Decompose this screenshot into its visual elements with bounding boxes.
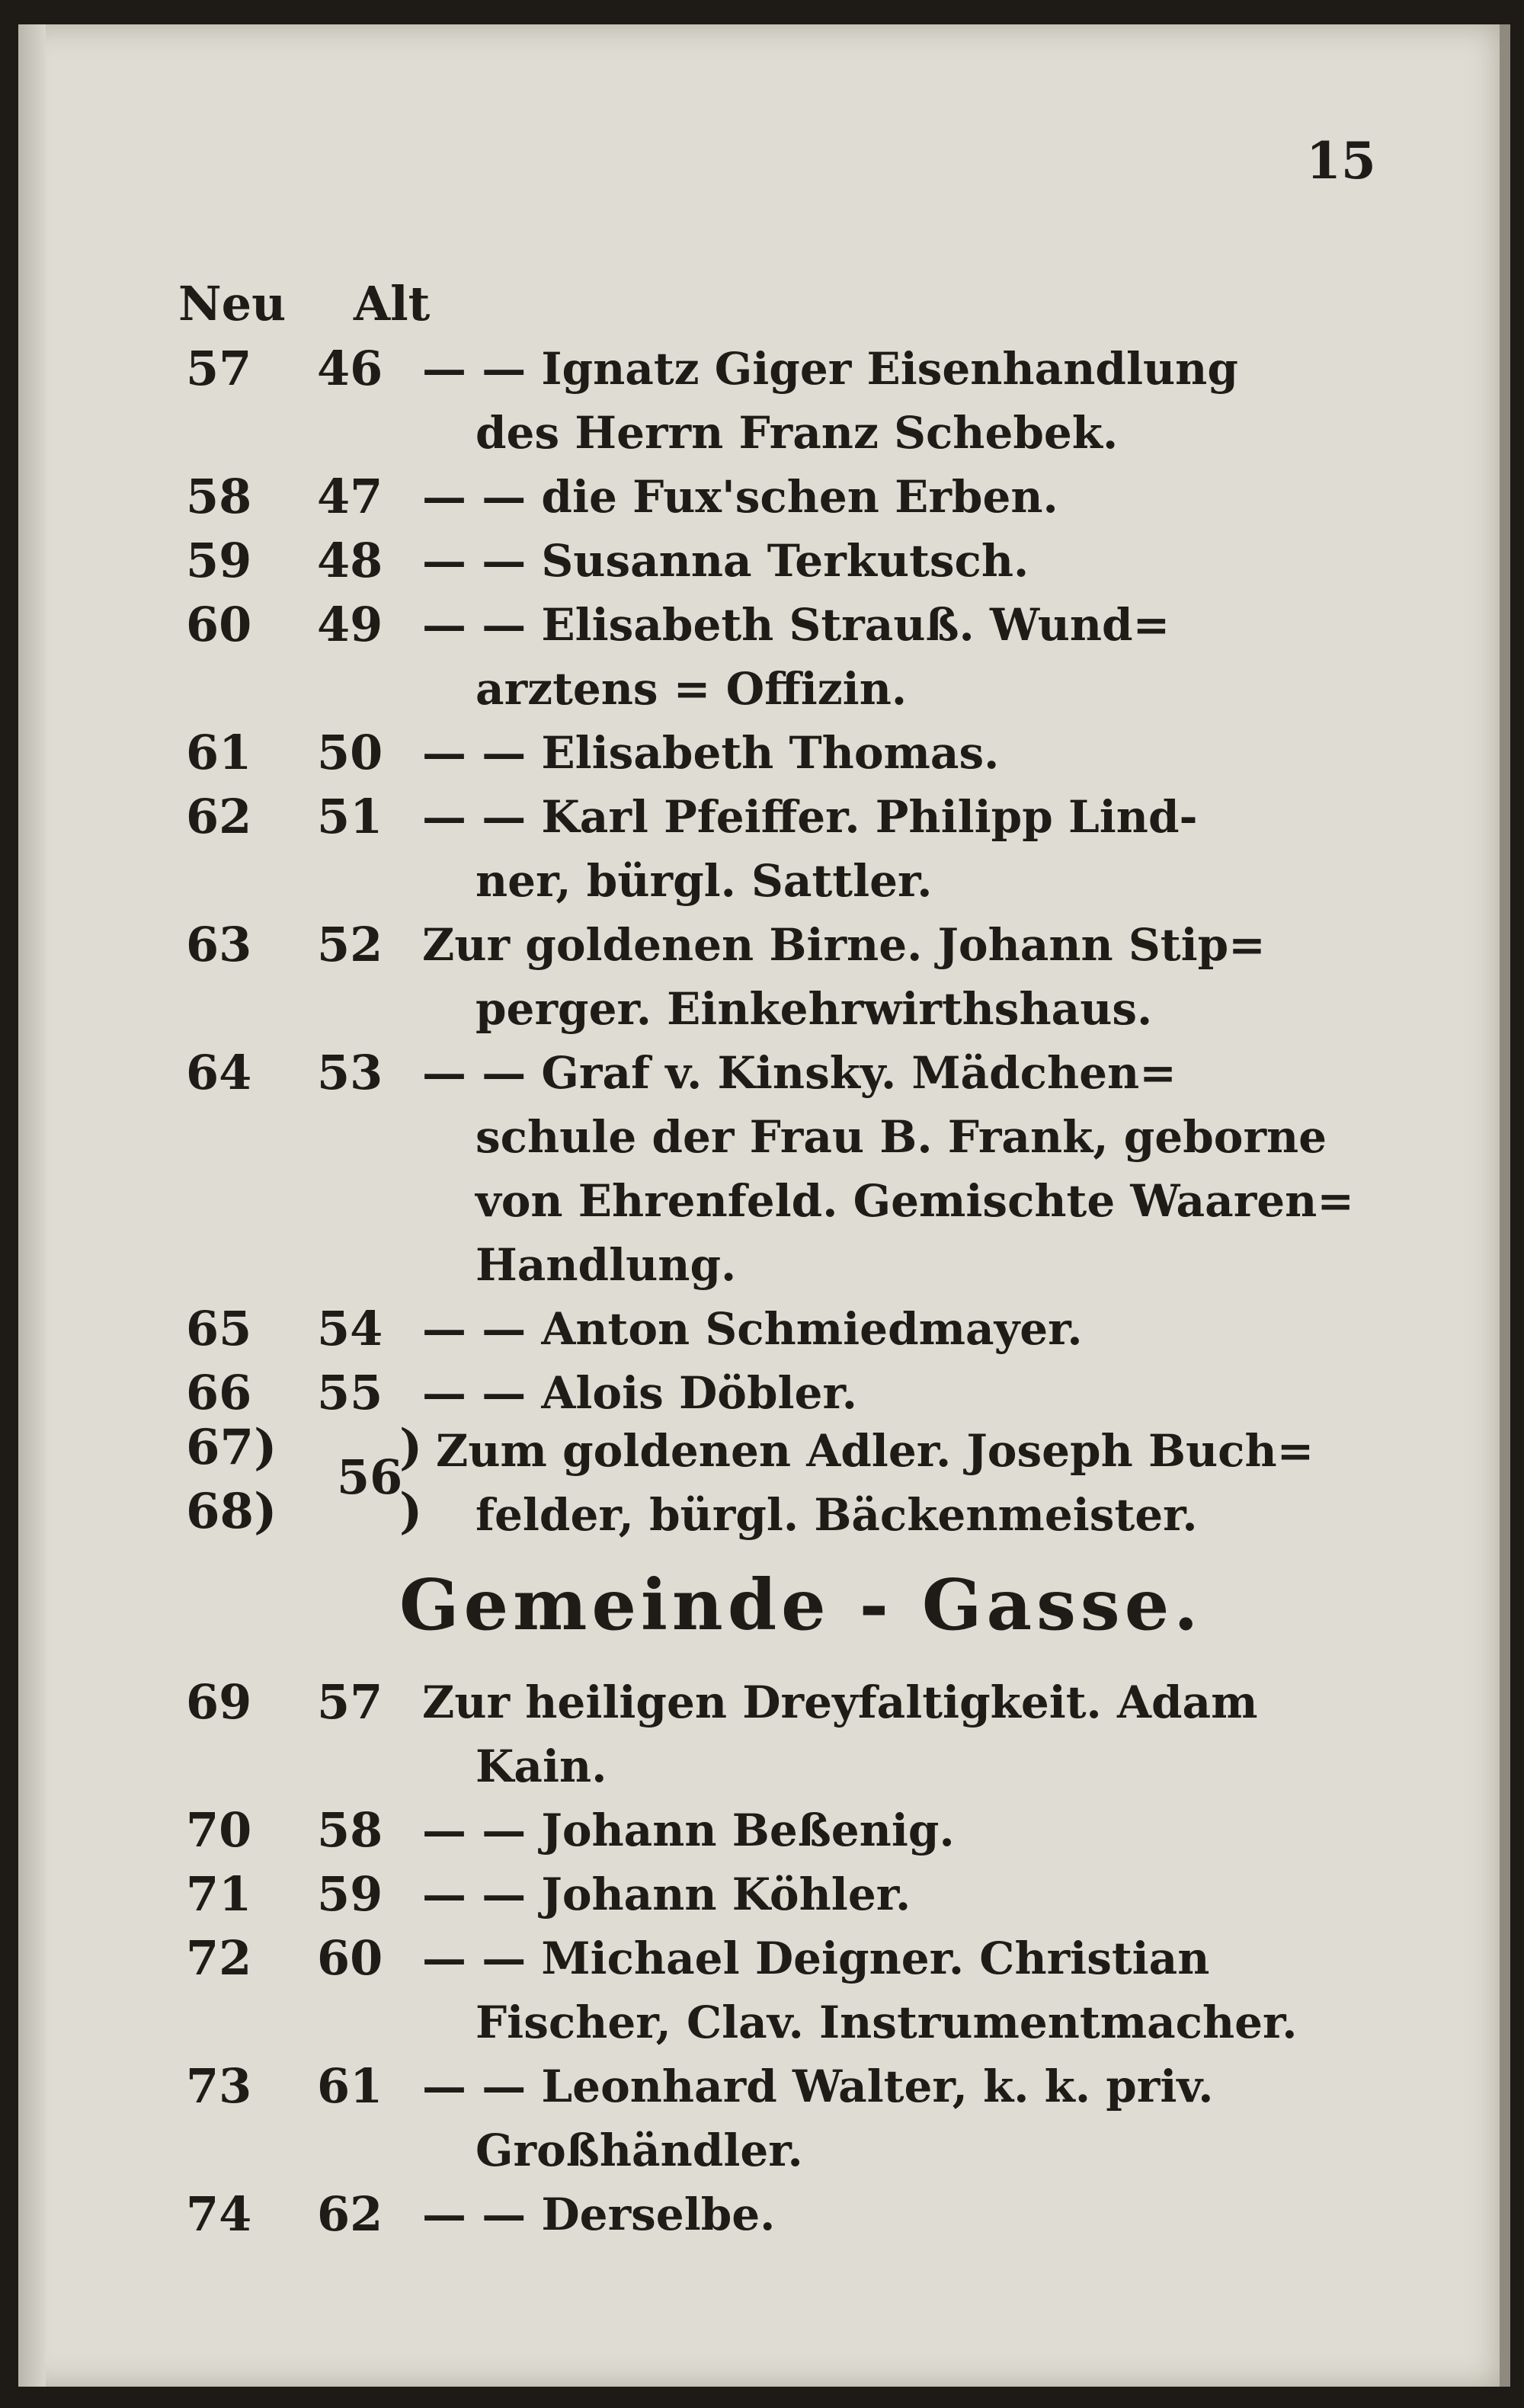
entry-text-line: des Herrn Franz Schebek. <box>475 407 1119 459</box>
entry-text-line: — — Johann Köhler. <box>422 1868 911 1920</box>
entry-number-new: 69 <box>186 1674 252 1730</box>
column-header-neu: Neu <box>178 276 287 331</box>
column-header-alt: Alt <box>354 276 431 331</box>
combined-entry-line-1: Zum goldenen Adler. Joseph Buch= <box>436 1425 1314 1477</box>
entry-text-line: Fischer, Clav. Instrumentmacher. <box>475 1997 1298 2048</box>
entry-number-new: 59 <box>186 533 252 588</box>
entry-number-new: 70 <box>186 1802 252 1858</box>
entry-text-line: Handlung. <box>475 1239 737 1291</box>
entry-number-old: 46 <box>317 341 383 396</box>
book-page <box>18 24 1510 2387</box>
entry-text-line: perger. Einkehrwirthshaus. <box>475 983 1153 1035</box>
entry-text-line: — — die Fux'schen Erben. <box>422 471 1058 523</box>
entry-number-old: 61 <box>317 2058 383 2114</box>
entry-number-old: 58 <box>317 1802 383 1858</box>
entry-number-old: 47 <box>317 469 383 524</box>
entry-text-line: — — Alois Döbler. <box>422 1367 857 1419</box>
entry-text-line: — — Karl Pfeiffer. Philipp Lind- <box>422 791 1198 843</box>
combined-entry-neu-b: 68) <box>186 1483 277 1540</box>
entry-text-line: — — Anton Schmiedmayer. <box>422 1303 1083 1355</box>
entry-number-old: 49 <box>317 597 383 652</box>
entry-number-new: 63 <box>186 917 252 972</box>
entry-number-old: 51 <box>317 789 383 844</box>
combined-entry-neu-a: 67) <box>186 1419 277 1476</box>
entry-text-line: — — Ignatz Giger Eisenhandlung <box>422 343 1238 395</box>
entry-number-old: 54 <box>317 1301 383 1356</box>
combined-entry-alt: 56 <box>337 1449 403 1505</box>
entry-number-old: 57 <box>317 1674 383 1730</box>
entry-number-new: 66 <box>186 1365 252 1420</box>
entry-number-new: 74 <box>186 2186 252 2242</box>
entry-text-line: von Ehrenfeld. Gemischte Waaren= <box>475 1175 1354 1227</box>
combined-entry-line-2: felder, bürgl. Bäckenmeister. <box>475 1489 1198 1541</box>
brace-right: ) <box>399 1483 423 1540</box>
entry-text-line: Kain. <box>475 1740 607 1792</box>
entry-number-old: 60 <box>317 1930 383 1986</box>
entry-text-line: — — Leonhard Walter, k. k. priv. <box>422 2061 1214 2112</box>
entry-number-old: 59 <box>317 1866 383 1922</box>
entry-number-new: 60 <box>186 597 252 652</box>
entry-number-old: 52 <box>317 917 383 972</box>
entry-text-line: — — Michael Deigner. Christian <box>422 1932 1210 1984</box>
entry-text-line: Großhändler. <box>475 2125 803 2176</box>
entry-text-line: — — Derselbe. <box>422 2189 776 2240</box>
entry-text-line: — — Elisabeth Thomas. <box>422 727 1000 779</box>
entry-text-line: schule der Frau B. Frank, geborne <box>475 1111 1327 1163</box>
page-gutter <box>18 24 46 2387</box>
entry-text-line: ner, bürgl. Sattler. <box>475 855 933 907</box>
entry-number-new: 61 <box>186 725 252 780</box>
entry-text-line: — — Susanna Terkutsch. <box>422 535 1029 587</box>
entry-number-old: 50 <box>317 725 383 780</box>
entry-number-new: 65 <box>186 1301 252 1356</box>
entry-text-line: arztens = Offizin. <box>475 663 908 715</box>
entry-number-old: 62 <box>317 2186 383 2242</box>
page-number: 15 <box>1306 131 1376 191</box>
entry-number-new: 73 <box>186 2058 252 2114</box>
entry-number-new: 62 <box>186 789 252 844</box>
section-heading: Gemeinde - Gasse. <box>399 1564 1203 1646</box>
entry-number-old: 55 <box>317 1365 383 1420</box>
entry-number-new: 72 <box>186 1930 252 1986</box>
entry-number-new: 57 <box>186 341 252 396</box>
entry-number-new: 71 <box>186 1866 252 1922</box>
entry-number-old: 48 <box>317 533 383 588</box>
entry-number-new: 58 <box>186 469 252 524</box>
entry-text-line: — — Graf v. Kinsky. Mädchen= <box>422 1047 1177 1099</box>
entry-text-line: — — Johann Beßenig. <box>422 1804 955 1856</box>
entry-text-line: Zur heiligen Dreyfaltigkeit. Adam <box>422 1676 1258 1728</box>
entry-number-new: 64 <box>186 1045 252 1100</box>
brace-left: ) <box>399 1419 423 1476</box>
entry-text-line: — — Elisabeth Strauß. Wund= <box>422 599 1170 651</box>
entry-number-old: 53 <box>317 1045 383 1100</box>
entry-text-line: Zur goldenen Birne. Johann Stip= <box>422 919 1266 971</box>
